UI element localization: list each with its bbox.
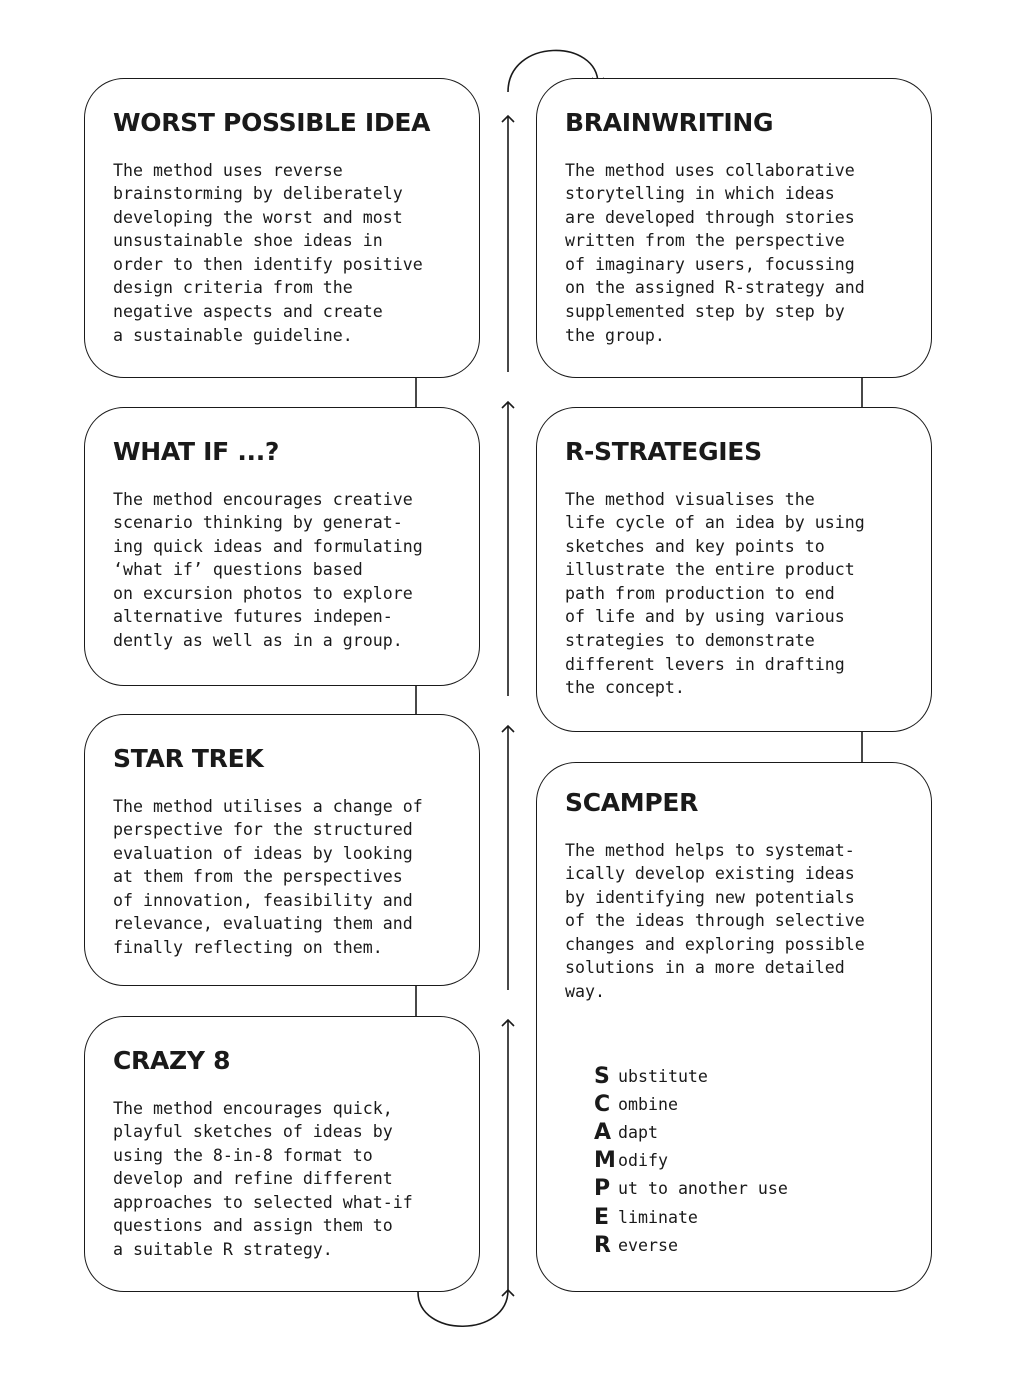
card-text: The method helps to systemat- ically develop existing ideas by identifying new potentials of the ideas through selective changes and exploring possible solutions in a more detailed way. xyxy=(565,840,865,1002)
acronym-word-rest: odify xyxy=(618,1151,668,1171)
acronym-word-rest: ut to another use xyxy=(618,1179,788,1199)
card-star-trek xyxy=(84,714,480,986)
acronym-word-rest: ombine xyxy=(618,1094,678,1114)
acronym-letter: S xyxy=(594,1063,610,1089)
scamper-row-m xyxy=(594,1147,788,1175)
card-title: BRAINWRITING xyxy=(565,108,774,137)
scamper-row-a xyxy=(594,1118,788,1146)
arrow-uturn-bottom xyxy=(418,1290,508,1326)
card-text: The method uses collaborative storytelling in which ideas are developed through stories written from the perspective of imaginary users, focussing on the assigned R-strategy and supplemented step by step by the group. xyxy=(565,160,865,345)
acronym-word-rest: liminate xyxy=(618,1207,698,1227)
card-text: The method encourages creative scenario thinking by generat- ing quick ideas and formulating ‘what if’ questions based on excursion photos to explore alternative futures indepen- dently as well as in a group. xyxy=(113,489,423,651)
card-r-strategies xyxy=(536,407,932,732)
card-worst-possible-idea xyxy=(84,78,480,378)
card-what-if xyxy=(84,407,480,686)
scamper-row-c xyxy=(594,1090,788,1118)
card-brainwriting xyxy=(536,78,932,378)
card-text: The method utilises a change of perspective for the structured evaluation of ideas by looking at them from the perspectives of innovation, feasibility and relevance, evaluating them and finally reflecting on them. xyxy=(113,796,423,958)
acronym-letter: C xyxy=(594,1091,611,1117)
card-title: STAR TREK xyxy=(113,744,264,773)
acronym-letter: M xyxy=(594,1148,616,1174)
card-text: The method encourages quick, playful sketches of ideas by using the 8-in-8 format to develop and refine different approaches to selected what-if questions and assign them to a suitable R strategy. xyxy=(113,1098,413,1260)
card-text: The method uses reverse brainstorming by deliberately developing the worst and most unsustainable shoe ideas in order to then identify positive design criteria from the negative aspects and create a sustainable guideline. xyxy=(113,160,423,345)
card-title: R-STRATEGIES xyxy=(565,437,762,466)
card-crazy-8 xyxy=(84,1016,480,1292)
scamper-row-p xyxy=(594,1175,788,1203)
scamper-row-e xyxy=(594,1203,788,1231)
acronym-word-rest: everse xyxy=(618,1235,678,1255)
card-text: The method visualises the life cycle of an idea by using sketches and key points to illustrate the entire product path from production to end of life and by using various strategies to demonstrate different levers in drafting the concept. xyxy=(565,489,865,698)
acronym-word-rest: ubstitute xyxy=(618,1066,708,1086)
card-title: WORST POSSIBLE IDEA xyxy=(113,108,431,137)
acronym-letter: R xyxy=(594,1232,611,1258)
acronym-letter: A xyxy=(594,1119,612,1145)
scamper-row-s xyxy=(594,1062,788,1090)
acronym-letter: P xyxy=(594,1176,611,1202)
card-title: WHAT IF ...? xyxy=(113,437,280,466)
acronym-letter: E xyxy=(594,1204,610,1230)
scamper-row-r xyxy=(594,1231,788,1259)
acronym-word-rest: dapt xyxy=(618,1122,658,1142)
card-title: SCAMPER xyxy=(565,788,699,817)
card-title: CRAZY 8 xyxy=(113,1046,231,1075)
scamper-acronym-list xyxy=(594,1062,788,1259)
